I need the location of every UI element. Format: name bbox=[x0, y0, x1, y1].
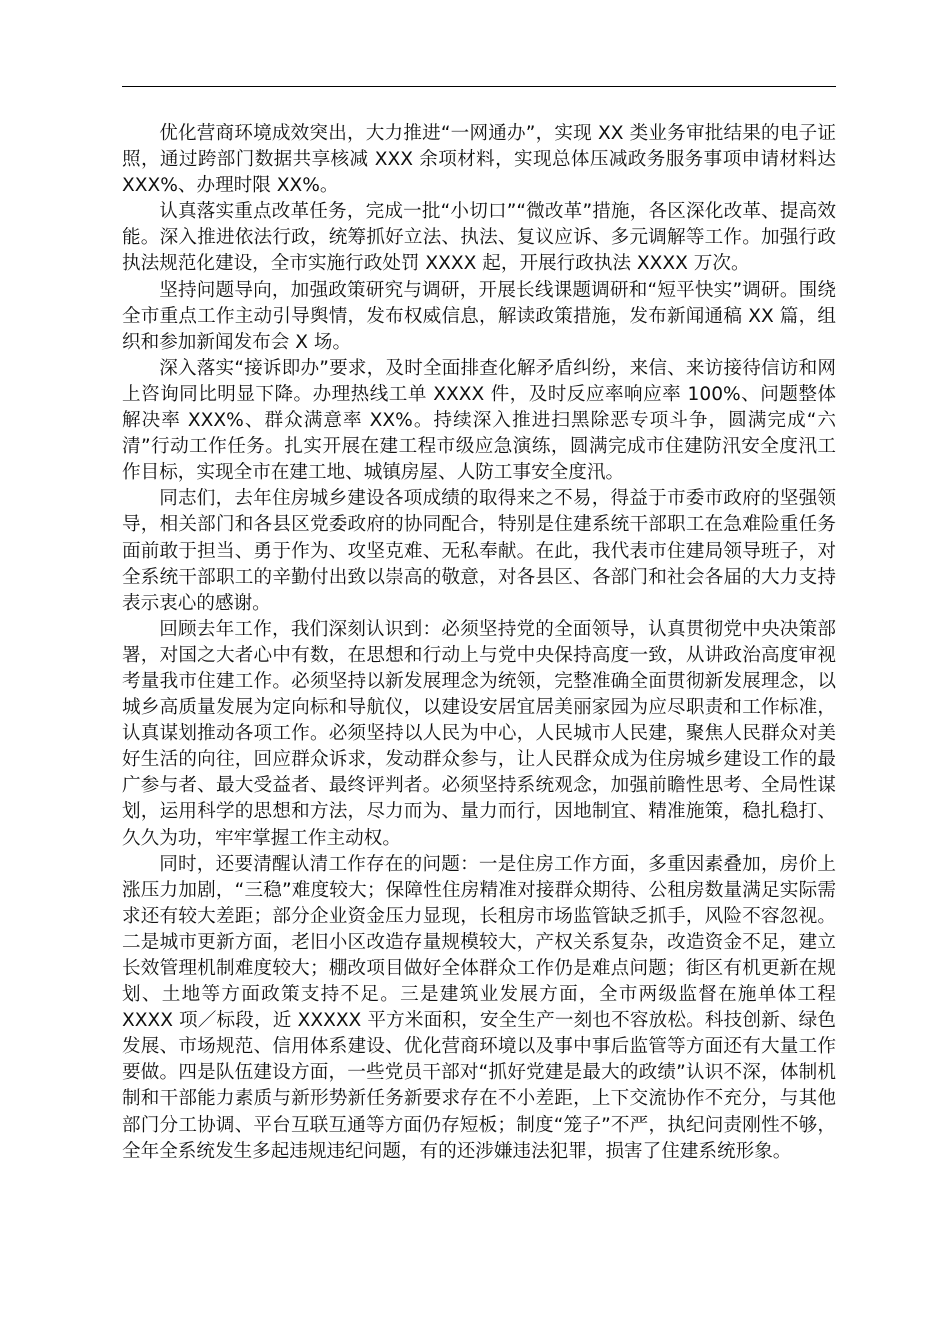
paragraph-4: 深入落实“接诉即办”要求，及时全面排查化解矛盾纠纷，来信、来访接待信访和网上咨询同比明显下降。办理热线工单 XXXX 件，及时反应率响应率 100%、问题整体解决率 XXX%、群众满意率 XX%。持续深入推进扫黑除恶专项斗争，圆满完成“六清”行动工作任务。扎实开展在建工程市级应急演练，圆满完成市住建防汛安全度汛工作目标，实现全市在建工地、城镇房屋、人防工事安全度汛。 bbox=[122, 357, 836, 484]
paragraph-2: 认真落实重点改革任务，完成一批“小切口”“微改革”措施，各区深化改革、提高效能。深入推进依法行政，统筹抓好立法、执法、复议应诉、多元调解等工作。加强行政执法规范化建设，全市实施行政处罚 XXXX 起，开展行政执法 XXXX 万次。 bbox=[122, 201, 836, 275]
paragraph-6: 回顾去年工作，我们深刻认识到：必须坚持党的全面领导，认真贯彻党中央决策部署，对国之大者心中有数，在思想和行动上与党中央保持高度一致，从讲政治高度审视考量我市住建工作。必须坚持以新发展理念为统领，完整准确全面贯彻新发展理念，以城乡高质量发展为定向标和导航仪，以建设安居宜居美丽家园为应尽职责和工作标准，认真谋划推动各项工作。必须坚持以人民为中心，人民城市人民建，聚焦人民群众对美好生活的向往，回应群众诉求，发动群众参与，让人民群众成为住房城乡建设工作的最广参与者、最大受益者、最终评判者。必须坚持系统观念，加强前瞻性思考、全局性谋划，运用科学的思想和方法，尽力而为、量力而行，因地制宜、精准施策，稳扎稳打、久久为功，牢牢掌握工作主动权。 bbox=[122, 618, 836, 849]
paragraph-7: 同时，还要清醒认清工作存在的问题：一是住房工作方面，多重因素叠加，房价上涨压力加剧，“三稳”难度较大；保障性住房精准对接群众期待、公租房数量满足实际需求还有较大差距；部分企业资金压力显现，长租房市场监管缺乏抓手，风险不容忽视。二是城市更新方面，老旧小区改造存量规模较大，产权关系复杂，改造资金不足，建立长效管理机制难度较大；棚改项目做好全体群众工作仍是难点问题；街区有机更新在规划、土地等方面政策支持不足。三是建筑业发展方面，全市两级监督在施单体工程 XXXX 项／标段，近 XXXXX 平方米面积，安全生产一刻也不容放松。科技创新、绿色发展、市场规范、信用体系建设、优化营商环境以及事中事后监管等方面还有大量工作要做。四是队伍建设方面，一些党员干部对“抓好党建是最大的政绩”认识不深，体制机制和干部能力素质与新形势新任务新要求存在不小差距，上下交流协作不充分，与其他部门分工协调、平台互联互通等方面仍存短板；制度“笼子”不严，执纪问责刚性不够，全年全系统发生多起违规违纪问题，有的还涉嫌违法犯罪，损害了住建系统形象。 bbox=[122, 853, 836, 1162]
paragraph-1: 优化营商环境成效突出，大力推进“一网通办”，实现 XX 类业务审批结果的电子证照，通过跨部门数据共享核减 XXX 余项材料，实现总体压减政务服务事项申请材料达 XXX%、办理时限 XX%。 bbox=[122, 123, 836, 197]
paragraph-5: 同志们，去年住房城乡建设各项成绩的取得来之不易，得益于市委市政府的坚强领导，相关部门和各县区党委政府的协同配合，特别是住建系统干部职工在急难险重任务面前敢于担当、勇于作为、攻坚克难、无私奉献。在此，我代表市住建局领导班子，对全系统干部职工的辛勤付出致以崇高的敬意，对各县区、各部门和社会各届的大力支持表示衷心的感谢。 bbox=[122, 488, 836, 614]
paragraph-3: 坚持问题导向，加强政策研究与调研，开展长线课题调研和“短平快实”调研。围绕全市重点工作主动引导舆情，发布权威信息，解读政策措施，发布新闻通稿 XX 篇，组织和参加新闻发布会 X 场。 bbox=[122, 279, 836, 353]
document-body bbox=[122, 121, 836, 1165]
header-rule bbox=[122, 86, 836, 87]
